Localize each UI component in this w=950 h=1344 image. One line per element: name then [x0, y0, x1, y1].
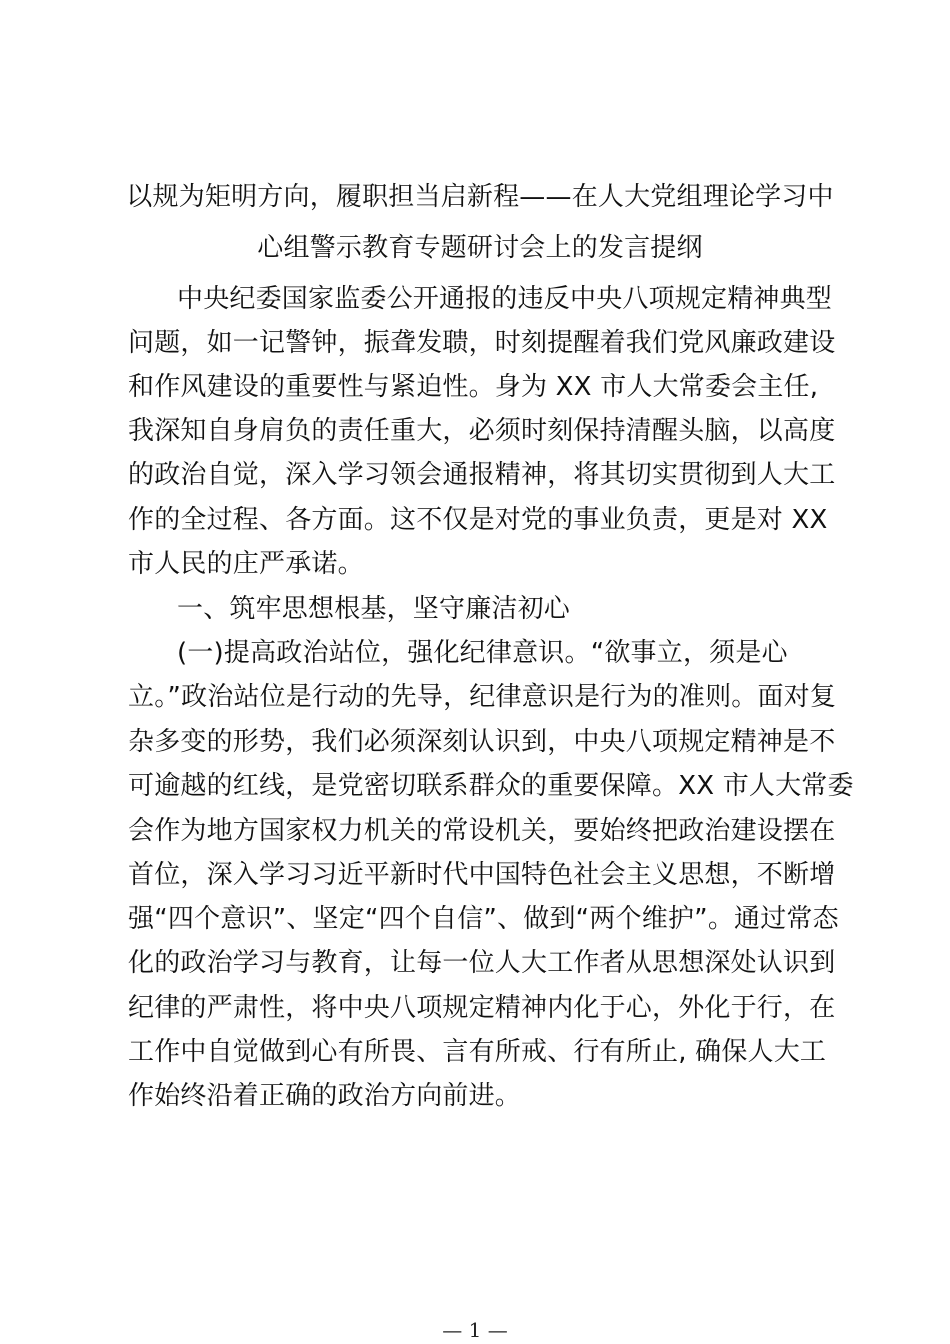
paragraph-1-line-2: 问题，如一记警钟，振聋发聩，时刻提醒着我们党风廉政建设 — [128, 328, 836, 358]
paragraph-2-line-1: (一)提高政治站位，强化纪律意识。“欲事立，须是心 — [177, 638, 788, 668]
paragraph-2-line-2: 立。”政治站位是行动的先导，纪律意识是行为的准则。面对复 — [128, 682, 837, 712]
paragraph-2-line-4: 可逾越的红线，是党密切联系群众的重要保障。XX 市人大常委 — [128, 771, 854, 801]
paragraph-1-line-4: 我深知自身肩负的责任重大，必须时刻保持清醒头脑，以高度 — [128, 416, 836, 446]
document-title-line-2: 心组警示教育专题研讨会上的发言提纲 — [257, 233, 703, 263]
paragraph-2-line-3: 杂多变的形势，我们必须深刻认识到，中央八项规定精神是不 — [128, 727, 836, 757]
paragraph-1-line-5: 的政治自觉，深入学习领会通报精神，将其切实贯彻到人大工 — [128, 460, 836, 490]
paragraph-2-line-10: 工作中自觉做到心有所畏、言有所戒、行有所止, 确保人大工 — [128, 1037, 827, 1067]
paragraph-2-line-5: 会作为地方国家权力机关的常设机关，要始终把政治建设摆在 — [128, 816, 836, 846]
paragraph-2-line-8: 化的政治学习与教育，让每一位人大工作者从思想深处认识到 — [128, 948, 836, 978]
paragraph-2-line-11: 作始终沿着正确的政治方向前进。 — [128, 1081, 522, 1111]
page-number: — 1 — — [442, 1318, 508, 1342]
section-heading-1: 一、筑牢思想根基，坚守廉洁初心 — [177, 594, 571, 624]
paragraph-2-line-7: 强“四个意识”、坚定“四个自信”、做到“两个维护”。通过常态 — [128, 904, 839, 934]
paragraph-1-line-6: 作的全过程、各方面。这不仅是对党的事业负责，更是对 XX — [128, 505, 828, 535]
paragraph-2-line-9: 纪律的严肃性，将中央八项规定精神内化于心，外化于行，在 — [128, 993, 836, 1023]
paragraph-1-line-1: 中央纪委国家监委公开通报的违反中央八项规定精神典型 — [177, 284, 833, 314]
paragraph-2-line-6: 首位，深入学习习近平新时代中国特色社会主义思想，不断增 — [128, 860, 836, 890]
paragraph-1-line-3: 和作风建设的重要性与紧迫性。身为 XX 市人大常委会主任, — [128, 372, 819, 402]
document-title-line-1: 以规为矩明方向，履职担当启新程——在人大党组理论学习中 — [126, 182, 834, 212]
paragraph-1-line-7: 市人民的庄严承诺。 — [128, 549, 364, 579]
